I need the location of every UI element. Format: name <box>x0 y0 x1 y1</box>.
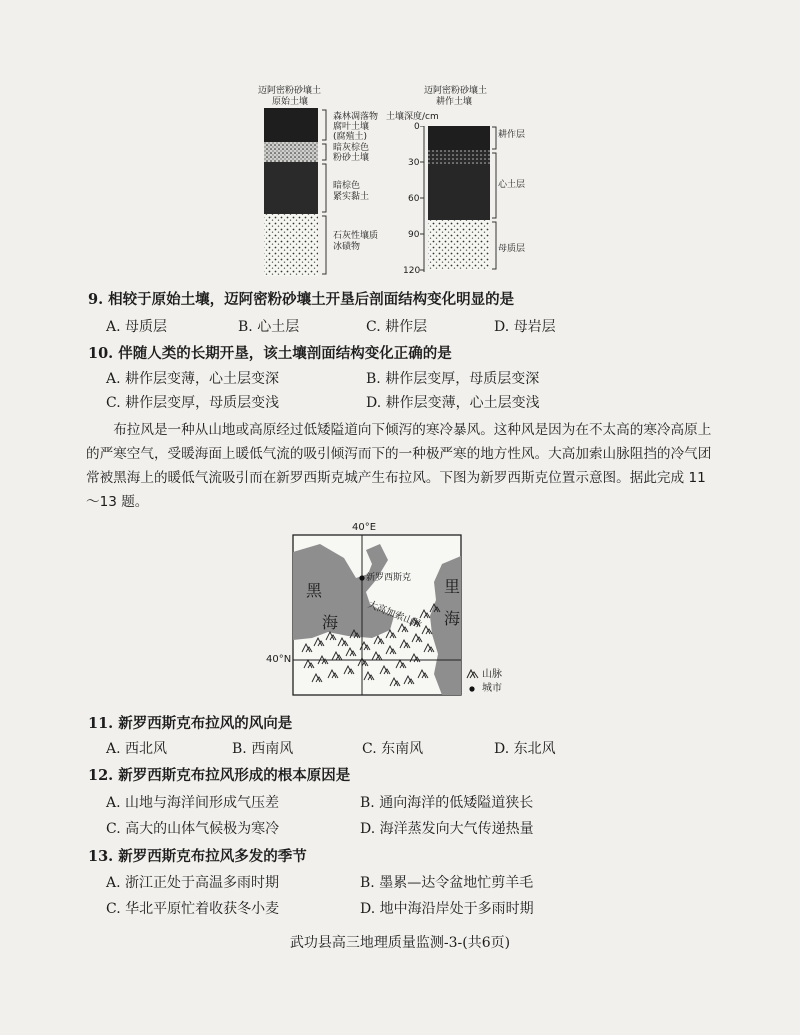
left-label-5: 粉砂土壤 <box>333 153 370 163</box>
q9-option-c[interactable]: C. 耕作层 <box>366 319 428 335</box>
left-profile-subtitle: 原始土壤 <box>272 97 309 107</box>
question-12-stem: 12. 新罗西斯克布拉风形成的根本原因是 <box>88 767 351 784</box>
left-layer-till <box>264 214 318 276</box>
left-label-4: 暗灰棕色 <box>333 143 370 153</box>
q10-option-b[interactable]: B. 耕作层变厚，母质层变深 <box>366 371 540 387</box>
page-footer: 武功县高三地理质量监测-3-(共6页) <box>289 935 511 951</box>
q13-option-a[interactable]: A. 浙江正处于高温多雨时期 <box>106 875 280 891</box>
left-layer-clay <box>264 162 318 214</box>
legend-mountain-icon <box>467 670 478 678</box>
q12-option-d[interactable]: D. 海洋蒸发向大气传递热量 <box>360 821 534 837</box>
caspian-label-2: 海 <box>444 609 461 628</box>
right-label-parent: 母质层 <box>498 244 526 254</box>
right-profile-title: 迈阿密粉砂壤土 <box>424 86 488 96</box>
left-profile-title: 迈阿密粉砂壤土 <box>258 86 322 96</box>
right-profile-subtitle: 耕作土壤 <box>436 97 473 107</box>
left-label-1: 森林凋落物 <box>333 112 379 122</box>
question-9-stem: 9. 相较于原始土壤，迈阿密粉砂壤土开垦后剖面结构变化明显的是 <box>88 291 515 308</box>
caspian-label-1: 里 <box>444 577 461 596</box>
left-label-7: 紧实黏土 <box>333 192 370 202</box>
depth-tick-60: 60 <box>408 194 420 204</box>
passage-text: 布拉风是一种从山地或高原经过低矮隘道向下倾泻的寒冷暴风。这种风是因为在不太高的寒冷高原上的严寒空气，受暖海面上暖低气流的吸引倾泻而下的一种极严寒的地方性风。大高加索山脉阻挡的冷气团常被黑海上的暖低气流吸引而在新罗西斯克城产生布拉风。下图为新罗西斯克位置示意图。据此完成 11～13 题。 <box>86 422 712 510</box>
map-frame <box>292 534 462 696</box>
left-layer-humus <box>264 108 318 142</box>
left-brackets <box>320 108 334 276</box>
bora-passage <box>86 418 716 514</box>
q12-option-c[interactable]: C. 高大的山体气候极为寒冷 <box>106 821 280 837</box>
q10-option-c[interactable]: C. 耕作层变厚，母质层变浅 <box>106 395 280 411</box>
q13-option-c[interactable]: C. 华北平原忙着收获冬小麦 <box>106 901 280 917</box>
legend-city-icon <box>469 686 474 691</box>
q13-option-d[interactable]: D. 地中海沿岸处于多雨时期 <box>360 901 534 917</box>
q9-option-a[interactable]: A. 母质层 <box>106 319 168 335</box>
question-13-stem: 13. 新罗西斯克布拉风多发的季节 <box>88 848 307 865</box>
right-layer-plough <box>428 126 490 150</box>
right-layer-transition <box>428 150 490 164</box>
map-longitude-label: 40°E <box>352 522 377 533</box>
q11-option-d[interactable]: D. 东北风 <box>494 741 556 757</box>
depth-tick-30: 30 <box>408 158 420 168</box>
left-soil-column <box>262 108 320 276</box>
left-label-6: 暗棕色 <box>333 181 361 191</box>
legend-city-label: 城市 <box>482 683 502 694</box>
right-label-plough: 耕作层 <box>498 130 526 140</box>
q10-option-d[interactable]: D. 耕作层变薄，心土层变浅 <box>366 395 540 411</box>
map-city-label: 新罗西斯克 <box>366 573 412 583</box>
q9-option-d[interactable]: D. 母岩层 <box>494 319 556 335</box>
q12-option-a[interactable]: A. 山地与海洋间形成气压差 <box>106 795 280 811</box>
left-label-3: (腐殖土) <box>333 132 368 142</box>
left-layer-silt <box>264 142 318 162</box>
q12-option-b[interactable]: B. 通向海洋的低矮隘道狭长 <box>360 795 534 811</box>
legend-mountain-label: 山脉 <box>482 669 502 680</box>
q9-option-b[interactable]: B. 心土层 <box>238 319 300 335</box>
black-sea-label-1: 黑 <box>306 581 323 600</box>
q11-option-b[interactable]: B. 西南风 <box>232 741 294 757</box>
right-layer-subsoil <box>428 164 490 220</box>
right-label-subsoil: 心土层 <box>498 180 526 190</box>
novorossiysk-city-dot <box>359 575 364 580</box>
question-10-stem: 10. 伴随人类的长期开垦，该土壤剖面结构变化正确的是 <box>88 345 452 362</box>
depth-axis-label: 土壤深度/cm <box>386 112 439 122</box>
q13-option-b[interactable]: B. 墨累—达令盆地忙剪羊毛 <box>360 875 534 891</box>
q10-option-a[interactable]: A. 耕作层变薄，心土层变深 <box>106 371 280 387</box>
right-layer-parent <box>428 220 490 270</box>
question-11-stem: 11. 新罗西斯克布拉风的风向是 <box>88 715 293 732</box>
black-sea-label-2: 海 <box>322 613 339 632</box>
left-label-2: 腐叶土壤 <box>333 122 370 132</box>
left-label-9: 冰碛物 <box>333 242 361 252</box>
depth-tick-90: 90 <box>408 230 420 240</box>
right-soil-column <box>420 126 500 272</box>
mountain-range-label: 大高加索山脉 <box>366 599 424 631</box>
depth-tick-0: 0 <box>414 122 420 132</box>
map-legend-symbols <box>466 668 480 696</box>
q11-option-c[interactable]: C. 东南风 <box>362 741 424 757</box>
left-label-8: 石灰性壤质 <box>333 231 379 241</box>
q11-option-a[interactable]: A. 西北风 <box>106 741 168 757</box>
depth-tick-120: 120 <box>403 266 421 276</box>
map-latitude-label: 40°N <box>266 654 292 665</box>
